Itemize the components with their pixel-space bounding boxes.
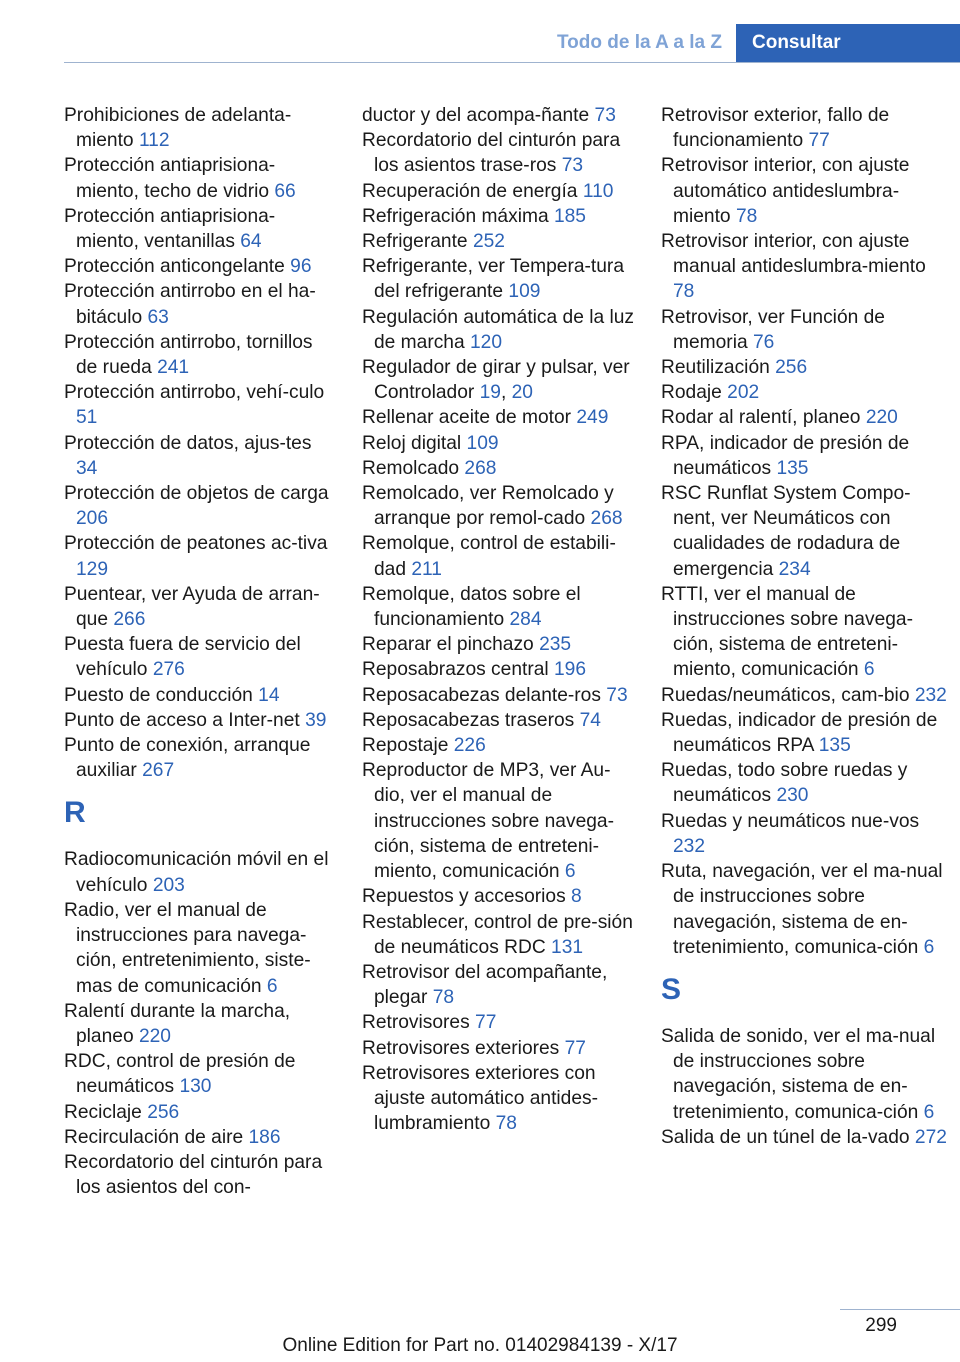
- page-link[interactable]: 234: [778, 558, 811, 580]
- index-entry-text: Remolque, datos sobre el funcionamiento: [362, 583, 581, 631]
- index-entry-text: Protección antirrobo, vehí-culo: [64, 382, 325, 404]
- index-entry: [362, 481, 634, 531]
- index-entry: [362, 582, 634, 632]
- index-entry: [64, 632, 336, 682]
- index-entry: [362, 103, 634, 128]
- index-entry-text: Repostaje: [362, 735, 449, 757]
- index-entry-text: Protección anticongelante: [64, 256, 285, 278]
- index-entry-text: Retrovisor exterior, fallo de funcionamiento: [661, 105, 890, 152]
- page-link[interactable]: 284: [509, 609, 542, 631]
- index-entry: [64, 254, 336, 279]
- index-entry: [362, 204, 634, 229]
- index-entry-text: Recirculación de aire: [64, 1126, 244, 1148]
- index-entry: [661, 1125, 947, 1150]
- index-entry: [362, 683, 634, 708]
- index-entry-text: Remolque, control de estabili-dad: [362, 533, 616, 580]
- page-link[interactable]: 96: [290, 256, 312, 278]
- index-entry: [64, 683, 336, 708]
- page-number-rule: [840, 1309, 960, 1310]
- page-link[interactable]: 220: [138, 1025, 171, 1047]
- index-entry-text: Refrigerante: [362, 231, 468, 253]
- index-entry: [362, 254, 634, 304]
- index-column-1: [64, 103, 336, 1200]
- header-rule: [64, 62, 960, 63]
- index-entry-text: Recordatorio del cinturón para los asientos trase-ros: [362, 130, 621, 177]
- index-entry-text: Puesta fuera de servicio del vehículo: [64, 634, 301, 681]
- index-entry-text: RPA, indicador de presión de neumáticos: [661, 432, 910, 479]
- index-entry-text: Salida de sonido, ver el ma-nual de instrucciones sobre navegación, sistema de en-tretenimiento, comunica-ción: [661, 1025, 936, 1123]
- page-link[interactable]: 186: [248, 1126, 281, 1148]
- page-link[interactable]: 64: [240, 231, 262, 253]
- page-link[interactable]: 6: [863, 659, 875, 681]
- page-link[interactable]: 77: [808, 130, 830, 152]
- index-entry-text: Ruedas, todo sobre ruedas y neumáticos: [661, 760, 908, 807]
- page-link[interactable]: 73: [606, 684, 628, 706]
- page-link[interactable]: 252: [472, 231, 505, 253]
- index-entry: [362, 305, 634, 355]
- page-link[interactable]: 110: [582, 180, 614, 202]
- index-entry: [362, 910, 634, 960]
- page-link[interactable]: 73: [561, 155, 584, 177]
- index-entry-text: Retrovisor interior, con ajuste manual antideslumbra-miento: [661, 231, 926, 278]
- index-entry-text: Reposacabezas traseros: [362, 709, 575, 731]
- page-link[interactable]: 135: [776, 457, 809, 479]
- index-column-2: [362, 103, 634, 1136]
- page-link[interactable]: 202: [727, 382, 760, 404]
- page-link[interactable]: 211: [411, 558, 442, 580]
- page-link[interactable]: 185: [553, 205, 586, 227]
- page-link[interactable]: 120: [470, 331, 503, 353]
- index-entry-text: RDC, control de presión de neumáticos: [64, 1051, 296, 1098]
- index-entry-text: Punto de acceso a Inter-net: [64, 709, 300, 731]
- page-link[interactable]: 39: [305, 709, 327, 731]
- index-entry-text: Retrovisor, ver Función de memoria: [661, 306, 885, 353]
- page-link[interactable]: 232: [673, 835, 706, 857]
- index-entry-text: Reparar el pinchazo: [362, 634, 534, 656]
- index-entry-text: Regulador de girar y pulsar, ver Controlador: [362, 357, 630, 404]
- index-entry: [64, 279, 336, 329]
- page-link[interactable]: 63: [147, 306, 169, 328]
- page-link[interactable]: 6: [923, 936, 935, 958]
- index-entry: [64, 999, 336, 1049]
- index-entry-text: Retrovisores: [362, 1012, 470, 1034]
- page-link[interactable]: 78: [673, 281, 695, 303]
- index-entry: [362, 758, 634, 884]
- page-link[interactable]: 268: [464, 457, 497, 479]
- index-letter-heading: R: [64, 796, 86, 830]
- page-link[interactable]: 76: [752, 331, 775, 353]
- index-entry: [64, 898, 336, 999]
- index-entry-text: Regulación automática de la luz de marcha: [362, 306, 634, 353]
- page-link[interactable]: 20: [511, 382, 533, 404]
- index-entry: [661, 431, 947, 481]
- index-entry-text: Rodar al ralentí, planeo: [661, 407, 861, 429]
- index-entry-text: Retrovisor del acompañante, plegar: [362, 961, 608, 1009]
- index-entry-text: Remolcado, ver Remolcado y arranque por remol-cado: [362, 483, 614, 530]
- page-link[interactable]: 272: [914, 1126, 947, 1148]
- index-entry-text: Remolcado: [362, 457, 460, 479]
- page-link[interactable]: 203: [152, 874, 185, 896]
- index-entry-text: Protección antirrobo en el ha-bitáculo: [64, 281, 316, 328]
- page-link[interactable]: 226: [453, 735, 486, 757]
- index-entry: [661, 758, 947, 808]
- index-entry: [661, 1024, 947, 1125]
- page-link[interactable]: 51: [76, 407, 98, 429]
- index-entry-text: Protección antiaprisiona-miento, ventanillas: [64, 205, 276, 253]
- page-link[interactable]: 135: [818, 735, 851, 757]
- page-link[interactable]: 256: [775, 357, 808, 379]
- index-entry-text: Reposacabezas delante-ros: [362, 684, 601, 706]
- index-entry-text: Ralentí durante la marcha, planeo: [64, 1000, 291, 1047]
- index-entry-text: Protección de objetos de carga: [64, 483, 329, 505]
- page-link[interactable]: 109: [508, 281, 541, 303]
- page-link[interactable]: 6: [266, 975, 278, 997]
- index-entry-text: Ruedas, indicador de presión de neumáticos RPA: [661, 709, 938, 757]
- index-entry-text: Reposabrazos central: [362, 659, 549, 681]
- page-link[interactable]: 73: [594, 105, 616, 126]
- index-entry: [362, 1010, 634, 1035]
- index-entry-text: Protección de peatones ac-tiva: [64, 533, 328, 555]
- page-link[interactable]: 78: [495, 1113, 517, 1135]
- page-link[interactable]: 249: [576, 407, 609, 429]
- page-link[interactable]: 74: [579, 709, 601, 731]
- index-entry-text: Repuestos y accesorios: [362, 886, 566, 908]
- index-entry: [661, 305, 947, 355]
- index-entry-text: Protección antirrobo, tornillos de rueda: [64, 331, 313, 379]
- index-entry-text: Restablecer, control de pre-sión de neumáticos RDC: [362, 911, 633, 958]
- page-link[interactable]: 232: [914, 684, 947, 706]
- index-entry: [64, 531, 336, 581]
- index-entry-text: Protección antiaprisiona-miento, techo de vidrio: [64, 155, 276, 202]
- index-entry-text: Protección de datos, ajus-tes: [64, 432, 312, 454]
- index-entry: [661, 103, 947, 153]
- index-entry: [661, 683, 947, 708]
- index-entry: [64, 1150, 336, 1200]
- index-entry-text: Ruta, navegación, ver el ma-nual de instrucciones sobre navegación, sistema de en-tretenimiento, comunica-ción: [661, 861, 943, 958]
- index-entry: [362, 960, 634, 1010]
- page-link[interactable]: 112: [138, 130, 170, 152]
- index-entry: [64, 204, 336, 254]
- index-entry-text: RTTI, ver el manual de instrucciones sobre navega-ción, sistema de entreteni-miento, comunicación: [661, 583, 913, 681]
- index-entry-text: Puentear, ver Ayuda de arran-que: [64, 583, 320, 631]
- page-link[interactable]: 130: [179, 1076, 212, 1098]
- index-column-3: [661, 103, 947, 1150]
- index-entry: [362, 431, 634, 456]
- page-link[interactable]: 6: [564, 861, 576, 883]
- index-entry: [362, 531, 634, 581]
- index-entry-text: Reutilización: [661, 357, 770, 379]
- index-entry-text: Ruedas/neumáticos, cam-bio: [661, 684, 910, 706]
- index-entry: [64, 481, 336, 531]
- index-entry-text: Refrigerante, ver Tempera-tura del refrigerante: [362, 256, 624, 303]
- index-entry: [661, 380, 947, 405]
- page-link[interactable]: 129: [76, 558, 109, 580]
- index-entry: [362, 179, 634, 204]
- index-entry-text: Prohibiciones de adelanta-miento: [64, 105, 292, 152]
- page-link[interactable]: 8: [571, 886, 582, 908]
- index-entry-text: Rodaje: [661, 382, 722, 404]
- consult-tab[interactable]: Consultar: [736, 24, 960, 62]
- page-link[interactable]: 235: [539, 634, 572, 656]
- index-entry-text: Puesto de conducción: [64, 684, 253, 706]
- index-entry-text: Radio, ver el manual de instrucciones para navega-ción, entretenimiento, siste-mas de comunicación: [64, 899, 311, 997]
- index-entry-text: Recuperación de energía: [362, 180, 578, 202]
- page-link[interactable]: 268: [590, 508, 623, 530]
- index-entry: [362, 128, 634, 178]
- section-tab[interactable]: Todo de la A a la Z: [556, 32, 722, 53]
- index-entry-text: Recordatorio del cinturón para los asientos del con-: [64, 1151, 323, 1199]
- index-entry-text: Radiocomunicación móvil en el vehículo: [64, 849, 329, 896]
- page-link[interactable]: 19: [479, 382, 501, 404]
- index-entry-text: Retrovisores exteriores con ajuste automático antides-lumbramiento: [362, 1062, 598, 1135]
- index-entry-text: Retrovisor interior, con ajuste automático antideslumbra-miento: [661, 155, 910, 227]
- index-entry: [661, 809, 947, 859]
- index-entry-text: Rellenar aceite de motor: [362, 407, 572, 429]
- index-entry: [64, 1125, 336, 1150]
- index-entry: [64, 708, 336, 733]
- index-entry: [362, 884, 634, 909]
- footer-edition: Online Edition for Part no. 01402984139 - X/17: [282, 1335, 678, 1356]
- page-link[interactable]: 78: [735, 205, 758, 227]
- index-entry-text: Reciclaje: [64, 1101, 142, 1123]
- page-link[interactable]: 78: [432, 987, 455, 1009]
- index-entry: [64, 330, 336, 380]
- index-entry: [64, 1100, 336, 1125]
- index-entry: [64, 582, 336, 632]
- index-entry: [661, 355, 947, 380]
- index-entry: [362, 657, 634, 682]
- index-entry-text: Salida de un túnel de la-vado: [661, 1126, 910, 1148]
- index-entry: [64, 380, 336, 430]
- page-link[interactable]: 131: [551, 936, 584, 958]
- page-link[interactable]: 230: [776, 785, 809, 807]
- index-entry: [661, 405, 947, 430]
- index-entry: [64, 1049, 336, 1099]
- index-entry: [362, 456, 634, 481]
- page-link[interactable]: 267: [142, 760, 175, 782]
- index-entry: [64, 103, 336, 153]
- index-entry: [64, 153, 336, 203]
- page-link[interactable]: 34: [76, 457, 98, 479]
- index-entry: [64, 733, 336, 783]
- page-link[interactable]: 77: [475, 1012, 497, 1034]
- index-entry-text: Reloj digital: [362, 432, 462, 454]
- index-entry: [362, 733, 634, 758]
- index-letter-heading: S: [661, 972, 682, 1006]
- index-entry-text: Reproductor de MP3, ver Au-dio, ver el manual de instrucciones sobre navega-ción, sistema de entreteni-miento, comunicación: [362, 760, 614, 883]
- index-entry-text: ductor y del acompa-ñante: [362, 105, 590, 126]
- page-link[interactable]: 196: [554, 659, 587, 681]
- index-entry: [64, 847, 336, 897]
- index-entry-text: Ruedas y neumáticos nue-vos: [661, 810, 920, 832]
- index-entry: [362, 632, 634, 657]
- index-entry: [64, 431, 336, 481]
- index-entry-text: Refrigeración máxima: [362, 205, 549, 227]
- page-link[interactable]: 6: [923, 1101, 935, 1123]
- page-link[interactable]: 266: [113, 609, 146, 631]
- page-link[interactable]: 241: [157, 357, 190, 379]
- index-entry: [661, 153, 947, 229]
- page-link[interactable]: 276: [152, 659, 185, 681]
- index-entry: [661, 481, 947, 582]
- page-link[interactable]: 109: [466, 432, 499, 454]
- page-link[interactable]: 220: [865, 407, 898, 429]
- page-link[interactable]: 14: [258, 684, 280, 706]
- page-link[interactable]: 256: [147, 1101, 180, 1123]
- index-entry: [362, 1036, 634, 1061]
- index-entry: [362, 1061, 634, 1137]
- page-link[interactable]: 66: [274, 180, 296, 202]
- index-entry: Regulador de girar y pulsar, ver Controlador 19, 20: [362, 357, 630, 404]
- index-entry: [362, 229, 634, 254]
- index-entry-text: RSC Runflat System Compo-nent, ver Neumáticos con cualidades de rodadura de emergencia: [661, 483, 911, 580]
- index-entry: [661, 859, 947, 960]
- index-entry: [661, 582, 947, 683]
- page-link[interactable]: 77: [564, 1037, 586, 1059]
- index-entry-text: Punto de conexión, arranque auxiliar: [64, 735, 311, 782]
- page-number: 299: [865, 1315, 897, 1336]
- index-entry: [661, 708, 947, 758]
- index-entry-text: Retrovisores exteriores: [362, 1037, 560, 1059]
- index-entry: [661, 229, 947, 305]
- index-entry: [362, 708, 634, 733]
- index-entry: [362, 405, 634, 430]
- page-link[interactable]: 206: [76, 508, 109, 530]
